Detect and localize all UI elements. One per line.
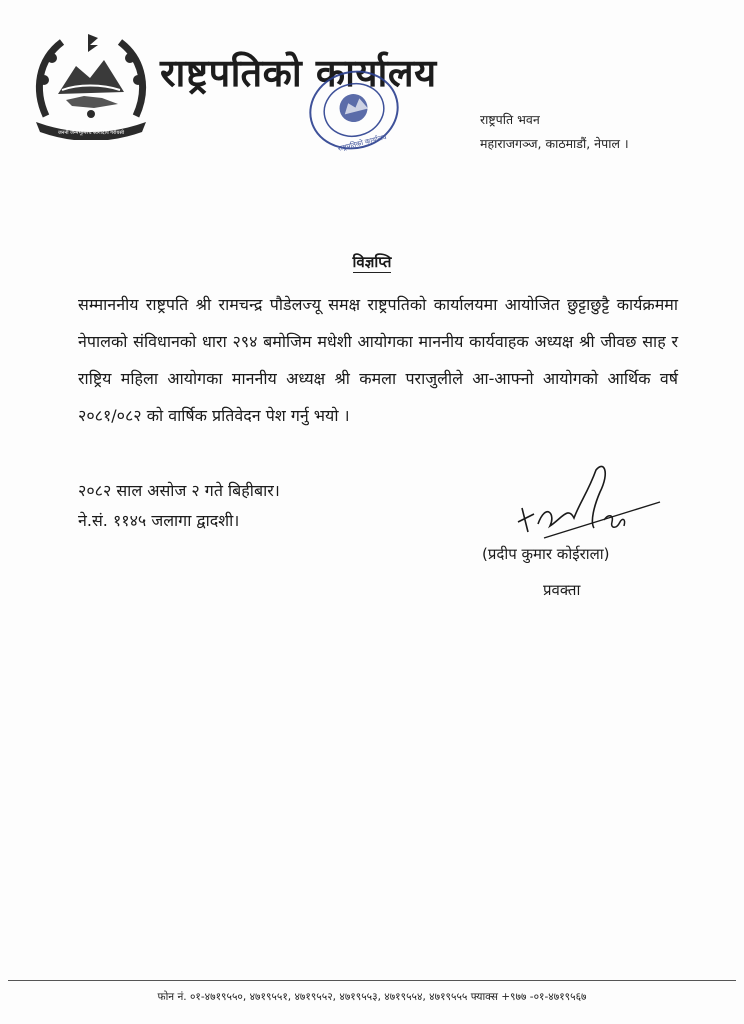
footer-divider: [8, 980, 736, 981]
office-seal-icon: [300, 64, 408, 156]
signatory-role: प्रवक्ता: [543, 581, 581, 599]
address-line-building: राष्ट्रपति भवन: [480, 112, 540, 127]
address-line-location: महाराजगञ्ज, काठमाडौं, नेपाल ।: [480, 136, 629, 151]
date-line-bs: २०८२ साल असोज २ गते बिहीबार।: [78, 481, 280, 500]
notice-title-wrap: [0, 252, 744, 272]
handwritten-signature-icon: [500, 462, 670, 542]
notice-body: सम्माननीय राष्ट्रपति श्री रामचन्द्र पौडेलज्यू समक्ष राष्ट्रपतिको कार्यालयमा आयोजित छुट्टाछुट्टै कार्यक्रममा नेपालको संविधानको धारा २९४ बमोजिम मधेशी आयोगका माननीय कार्यवाहक अध्यक्ष श्री जीवछ साह र राष्ट्रिय महिला आयोगका माननीय अध्यक्ष श्री कमला पराजुलीले आ-आफ्नो आयोगको आर्थिक वर्ष २०८१/०८२ को वार्षिक प्रतिवेदन पेश गर्नु भयो ।: [78, 295, 678, 425]
office-address: [480, 108, 629, 156]
notice-title: विज्ञप्ति: [352, 253, 392, 271]
date-line-ns: ने.सं. ११४५ जलागा द्वादशी।: [78, 511, 240, 530]
nepal-emblem-icon: [32, 30, 150, 140]
emblem-banner-text: जननी जन्मभूमिश्च स्वर्गादपि गरीयसी: [57, 130, 125, 136]
date-block: [78, 476, 280, 536]
seal-text: राष्ट्रपतिको कार्यालय: [337, 133, 388, 153]
signatory-name: (प्रदीप कुमार कोईराला): [482, 545, 610, 563]
footer-contact: फोन नं. ०१-४७१९५५०, ४७१९५५१, ४७१९५५२, ४७१९५५३, ४७१९५५४, ४७१९५५५ फ्याक्स +९७७ -०१-४७१९५६७: [157, 991, 587, 1003]
office-title: राष्ट्रपतिको कार्यालय: [160, 51, 437, 95]
